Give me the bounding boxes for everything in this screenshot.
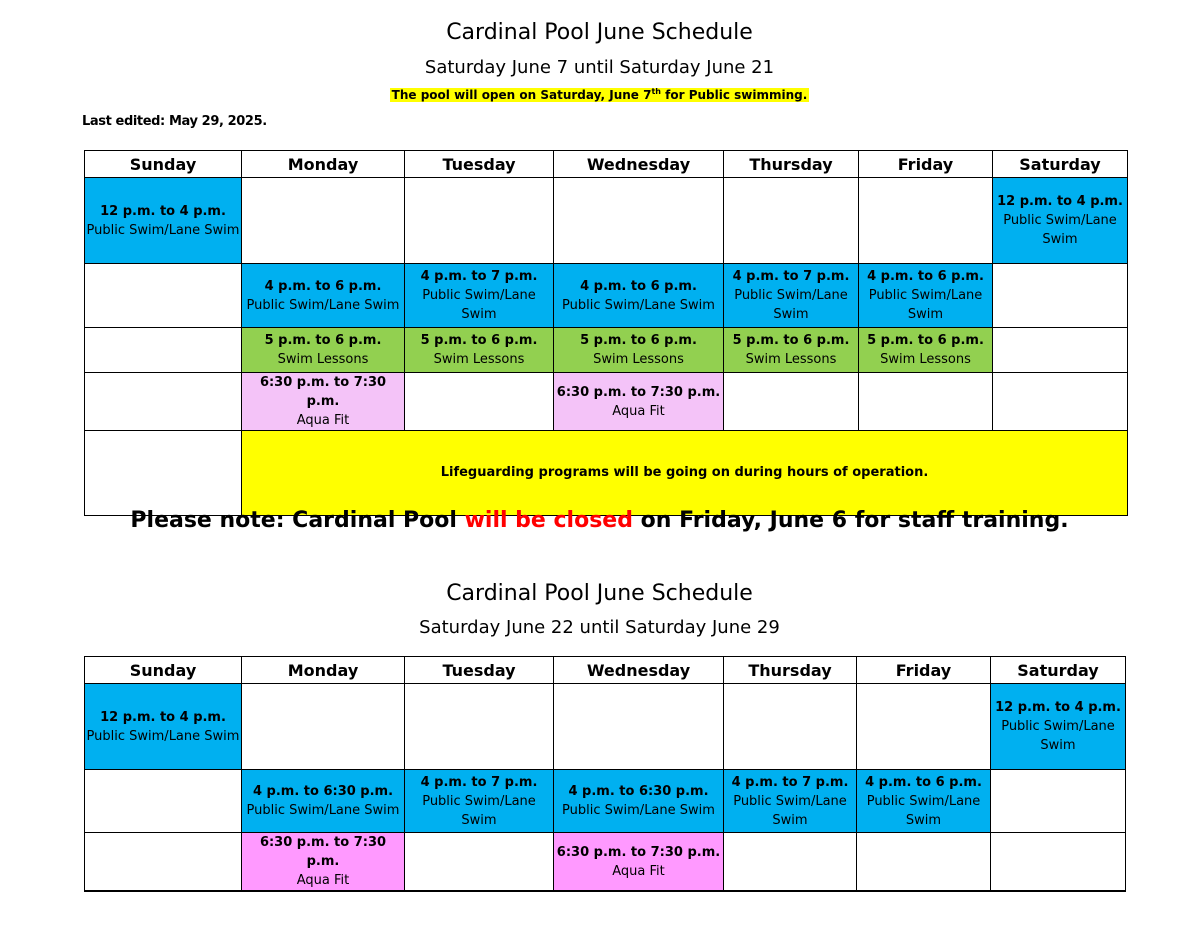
empty-cell [724, 373, 859, 431]
session-time: 4 p.m. to 7 p.m. [420, 774, 538, 790]
closure-note-text: Please note: Cardinal Pool [130, 508, 465, 533]
session-time: 4 p.m. to 6 p.m. [264, 278, 382, 294]
empty-cell [405, 684, 554, 770]
empty-cell [857, 684, 991, 770]
schedule-table-2 [84, 656, 1126, 892]
table-row [85, 770, 1126, 833]
header-row [85, 657, 1126, 684]
table-row [85, 431, 1128, 516]
empty-cell [859, 373, 993, 431]
day-header: Saturday [991, 657, 1126, 684]
session-desc: Public Swim/Lane Swim [562, 803, 715, 818]
table-row [85, 684, 1126, 770]
table-row [85, 178, 1128, 264]
session-cell [405, 264, 554, 328]
session-cell [405, 770, 554, 833]
session-time: 4 p.m. to 7 p.m. [731, 774, 849, 790]
session-cell [859, 264, 993, 328]
session-time: 4 p.m. to 7 p.m. [420, 269, 538, 284]
empty-cell [85, 328, 242, 373]
day-header: Monday [242, 657, 405, 684]
empty-cell [993, 328, 1128, 373]
session-desc: Public Swim/Lane Swim [733, 793, 847, 828]
session-cell [991, 684, 1126, 770]
session-desc: Public Swim/Lane Swim [422, 288, 536, 322]
session-desc: Public Swim/Lane Swim [562, 297, 715, 313]
empty-cell [85, 833, 242, 892]
session-desc: Public Swim/Lane Swim [866, 793, 981, 828]
day-header: Wednesday [554, 657, 724, 684]
empty-cell [991, 833, 1126, 892]
lifeguarding-banner: Lifeguarding programs will be going on during hours of operation. [242, 431, 1128, 516]
table-row [85, 833, 1126, 892]
session-time: 5 p.m. to 6 p.m. [264, 333, 382, 348]
date-range: Saturday June 7 until Saturday June 21 [424, 57, 775, 78]
empty-cell [242, 178, 405, 264]
date-range-2: Saturday June 22 until Saturday June 29 [419, 617, 780, 638]
session-time: 5 p.m. to 6 p.m. [732, 333, 850, 348]
empty-cell [991, 770, 1126, 833]
day-header: Tuesday [405, 657, 554, 684]
session-time: 4 p.m. to 6:30 p.m. [568, 784, 709, 799]
session-time: 6:30 p.m. to 7:30 p.m. [259, 835, 387, 869]
aquafit-cell [554, 833, 724, 892]
session-cell [724, 264, 859, 328]
day-header: Sunday [85, 657, 242, 684]
session-time: 6:30 p.m. to 7:30 p.m. [556, 384, 721, 400]
session-cell [85, 684, 242, 770]
empty-cell [724, 178, 859, 264]
session-desc: Public Swim/Lane Swim [86, 222, 240, 238]
opening-notice-end: for Public swimming. [660, 88, 808, 102]
aquafit-cell [242, 833, 405, 892]
session-cell [554, 770, 724, 833]
day-header: Thursday [724, 657, 857, 684]
page-title-2: Cardinal Pool June Schedule [446, 581, 753, 606]
session-time: 6:30 p.m. to 7:30 p.m. [259, 375, 387, 409]
session-desc: Public Swim/Lane Swim [734, 288, 848, 322]
empty-cell [405, 373, 554, 431]
session-desc: Public Swim/Lane Swim [422, 793, 536, 828]
session-time: 5 p.m. to 6 p.m. [867, 333, 984, 348]
aquafit-cell [242, 373, 405, 431]
session-time: 12 p.m. to 4 p.m. [100, 203, 226, 219]
day-header: Wednesday [554, 151, 724, 178]
session-desc: Swim Lessons [433, 352, 525, 367]
session-cell [724, 770, 857, 833]
empty-cell [554, 684, 724, 770]
session-time: 6:30 p.m. to 7:30 p.m. [556, 844, 721, 860]
lesson-cell [405, 328, 554, 373]
session-cell [242, 264, 405, 328]
session-time: 12 p.m. to 4 p.m. [100, 709, 226, 725]
empty-cell [859, 178, 993, 264]
empty-cell [724, 684, 857, 770]
session-cell [85, 178, 242, 264]
session-time: 4 p.m. to 6 p.m. [865, 774, 982, 790]
empty-cell [554, 178, 724, 264]
session-time: 5 p.m. to 6 p.m. [580, 333, 697, 348]
day-header: Sunday [85, 151, 242, 178]
session-desc: Public Swim/Lane Swim [246, 803, 400, 818]
session-desc: Aqua Fit [296, 873, 350, 888]
session-time: 12 p.m. to 4 p.m. [995, 700, 1121, 715]
table-row [85, 373, 1128, 431]
day-header: Thursday [724, 151, 859, 178]
session-desc: Aqua Fit [612, 403, 665, 419]
day-header: Saturday [993, 151, 1128, 178]
lesson-cell [242, 328, 405, 373]
session-desc: Public Swim/Lane Swim [86, 728, 240, 744]
header-row [85, 151, 1128, 178]
opening-notice [390, 88, 810, 102]
session-desc: Public Swim/Lane Swim [246, 297, 400, 313]
opening-notice-text: The pool will open on Saturday, June 7 [391, 88, 652, 102]
session-desc: Public Swim/Lane Swim [1001, 719, 1115, 753]
session-desc: Swim Lessons [277, 352, 369, 367]
day-header: Tuesday [405, 151, 554, 178]
table-row [85, 264, 1128, 328]
session-desc: Swim Lessons [880, 352, 971, 367]
session-desc: Public Swim/Lane Swim [1003, 213, 1117, 247]
empty-cell [857, 833, 991, 892]
empty-cell [405, 178, 554, 264]
day-header: Friday [859, 151, 993, 178]
session-time: 4 p.m. to 6:30 p.m. [252, 784, 394, 799]
session-cell [554, 264, 724, 328]
session-desc: Public Swim/Lane Swim [868, 288, 983, 322]
lesson-cell [859, 328, 993, 373]
closure-note [0, 508, 1199, 533]
opening-notice-sup: th [651, 87, 661, 96]
empty-cell [85, 431, 242, 516]
session-time: 4 p.m. to 6 p.m. [867, 269, 984, 284]
session-time: 12 p.m. to 4 p.m. [997, 194, 1123, 209]
empty-cell [993, 373, 1128, 431]
empty-cell [85, 770, 242, 833]
aquafit-cell [554, 373, 724, 431]
session-cell [993, 178, 1128, 264]
session-desc: Aqua Fit [612, 863, 665, 879]
empty-cell [993, 264, 1128, 328]
empty-cell [724, 833, 857, 892]
schedule-table-1 [84, 150, 1128, 516]
session-desc: Swim Lessons [745, 352, 837, 367]
closure-note-emphasis: will be closed [464, 508, 633, 533]
session-cell [857, 770, 991, 833]
session-desc: Swim Lessons [593, 352, 684, 367]
day-header: Monday [242, 151, 405, 178]
last-edited: Last edited: May 29, 2025. [82, 114, 267, 129]
empty-cell [242, 684, 405, 770]
empty-cell [405, 833, 554, 892]
session-time: 4 p.m. to 7 p.m. [732, 269, 850, 284]
empty-cell [85, 373, 242, 431]
session-time: 5 p.m. to 6 p.m. [420, 333, 538, 348]
day-header: Friday [857, 657, 991, 684]
lesson-cell [724, 328, 859, 373]
session-cell [242, 770, 405, 833]
table-row [85, 328, 1128, 373]
session-time: 4 p.m. to 6 p.m. [580, 278, 697, 294]
closure-note-end: on Friday, June 6 for staff training. [632, 508, 1069, 533]
opening-notice-row [0, 84, 1199, 103]
empty-cell [85, 264, 242, 328]
lesson-cell [554, 328, 724, 373]
session-desc: Aqua Fit [296, 413, 350, 428]
page-title: Cardinal Pool June Schedule [446, 20, 753, 45]
